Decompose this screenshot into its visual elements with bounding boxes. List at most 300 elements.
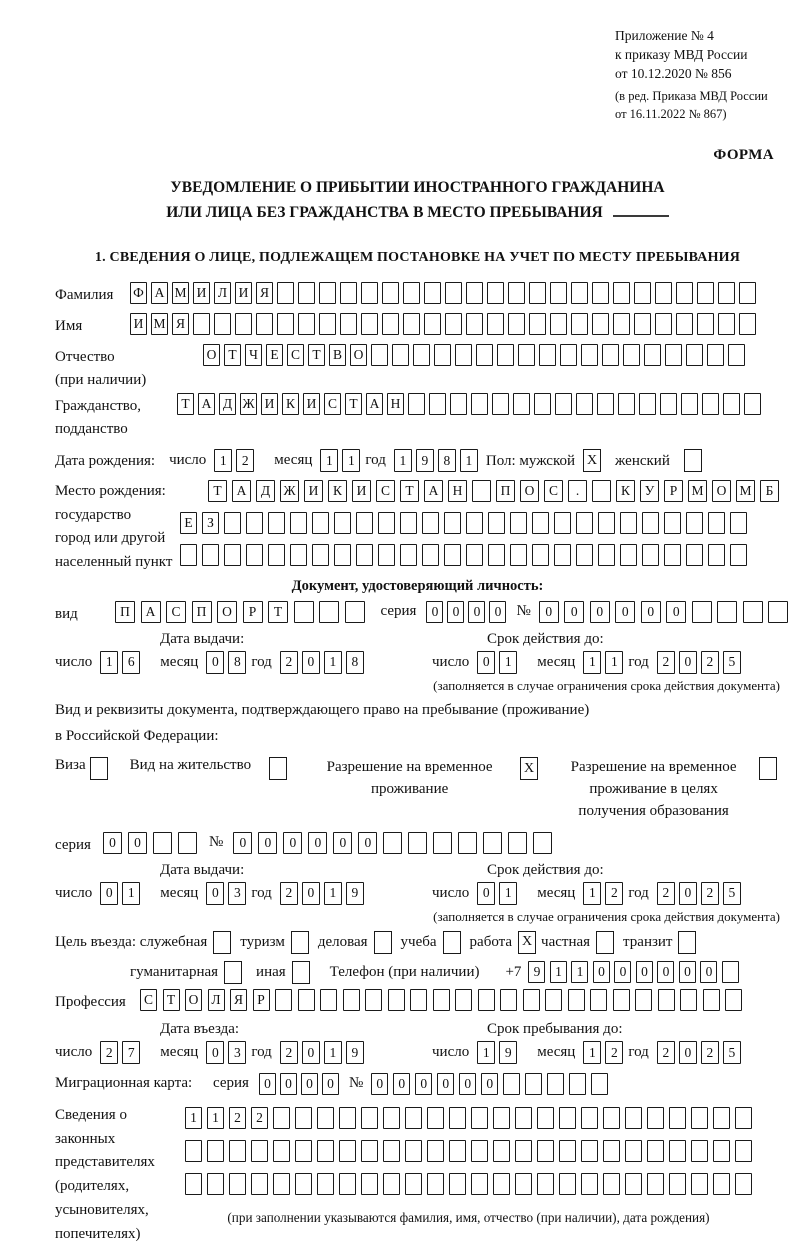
char-cell[interactable] <box>603 1140 620 1162</box>
char-cell[interactable]: 0 <box>302 651 320 674</box>
char-cell[interactable]: 1 <box>499 882 517 905</box>
char-cell[interactable] <box>449 1107 466 1129</box>
char-cell[interactable] <box>722 961 739 983</box>
char-cell[interactable] <box>445 282 462 304</box>
char-cell[interactable] <box>458 832 477 854</box>
char-cell[interactable] <box>592 282 609 304</box>
char-cell[interactable] <box>644 344 661 366</box>
char-cell[interactable]: 0 <box>590 601 610 623</box>
char-cell[interactable]: 0 <box>437 1073 454 1095</box>
char-cell[interactable]: И <box>303 393 320 415</box>
char-cell[interactable]: Л <box>208 989 225 1011</box>
char-cell[interactable]: 1 <box>324 1041 342 1064</box>
char-cell[interactable] <box>382 282 399 304</box>
char-cell[interactable] <box>658 989 675 1011</box>
char-cell[interactable]: А <box>151 282 168 304</box>
char-cell[interactable]: 0 <box>280 1073 297 1095</box>
char-cell[interactable]: И <box>193 282 210 304</box>
char-cell[interactable] <box>180 544 197 566</box>
char-cell[interactable] <box>408 832 427 854</box>
char-cell[interactable] <box>273 1107 290 1129</box>
entry-year[interactable] <box>280 1041 364 1064</box>
char-cell[interactable] <box>581 1173 598 1195</box>
char-cell[interactable]: 0 <box>468 601 485 623</box>
char-cell[interactable] <box>545 989 562 1011</box>
char-cell[interactable] <box>533 832 552 854</box>
char-cell[interactable] <box>434 344 451 366</box>
char-cell[interactable]: 0 <box>415 1073 432 1095</box>
char-cell[interactable] <box>664 512 681 534</box>
char-cell[interactable]: 5 <box>723 882 741 905</box>
purpose-tourism-checkbox[interactable] <box>291 931 309 954</box>
char-cell[interactable] <box>476 344 493 366</box>
char-cell[interactable]: Ж <box>240 393 257 415</box>
char-cell[interactable]: М <box>688 480 707 502</box>
char-cell[interactable] <box>532 512 549 534</box>
char-cell[interactable]: П <box>192 601 212 623</box>
char-cell[interactable]: 2 <box>100 1041 118 1064</box>
char-cell[interactable]: 3 <box>228 882 246 905</box>
char-cell[interactable] <box>298 989 315 1011</box>
char-cell[interactable]: С <box>376 480 395 502</box>
char-cell[interactable] <box>523 989 540 1011</box>
char-cell[interactable]: Т <box>163 989 180 1011</box>
char-cell[interactable] <box>229 1173 246 1195</box>
char-cell[interactable] <box>343 989 360 1011</box>
char-cell[interactable] <box>214 313 231 335</box>
char-cell[interactable]: 0 <box>358 832 377 854</box>
representatives-row2[interactable] <box>185 1140 752 1162</box>
char-cell[interactable] <box>471 393 488 415</box>
char-cell[interactable]: 9 <box>346 1041 364 1064</box>
char-cell[interactable] <box>298 313 315 335</box>
char-cell[interactable]: 0 <box>103 832 122 854</box>
char-cell[interactable] <box>534 393 551 415</box>
char-cell[interactable]: 2 <box>657 882 675 905</box>
char-cell[interactable]: Ф <box>130 282 147 304</box>
char-cell[interactable] <box>497 344 514 366</box>
char-cell[interactable] <box>471 1140 488 1162</box>
char-cell[interactable] <box>410 989 427 1011</box>
char-cell[interactable] <box>703 989 720 1011</box>
residence-expiry-month[interactable] <box>583 882 623 905</box>
char-cell[interactable] <box>320 989 337 1011</box>
char-cell[interactable] <box>317 1107 334 1129</box>
char-cell[interactable] <box>571 313 588 335</box>
char-cell[interactable] <box>422 544 439 566</box>
char-cell[interactable]: Е <box>180 512 197 534</box>
char-cell[interactable] <box>445 313 462 335</box>
char-cell[interactable] <box>686 512 703 534</box>
char-cell[interactable] <box>725 989 742 1011</box>
char-cell[interactable] <box>429 393 446 415</box>
doc-issue-year[interactable] <box>280 651 364 674</box>
male-checkbox[interactable]: X <box>583 449 601 472</box>
char-cell[interactable] <box>433 832 452 854</box>
char-cell[interactable] <box>483 832 502 854</box>
char-cell[interactable] <box>246 512 263 534</box>
char-cell[interactable] <box>681 393 698 415</box>
char-cell[interactable]: Н <box>448 480 467 502</box>
char-cell[interactable]: 1 <box>583 651 601 674</box>
char-cell[interactable] <box>202 544 219 566</box>
char-cell[interactable] <box>571 282 588 304</box>
char-cell[interactable] <box>515 1173 532 1195</box>
char-cell[interactable] <box>361 1173 378 1195</box>
purpose-private-checkbox[interactable] <box>596 931 614 954</box>
char-cell[interactable]: 1 <box>583 1041 601 1064</box>
char-cell[interactable]: К <box>282 393 299 415</box>
char-cell[interactable] <box>378 544 395 566</box>
char-cell[interactable]: 1 <box>605 651 623 674</box>
char-cell[interactable] <box>576 544 593 566</box>
char-cell[interactable] <box>251 1173 268 1195</box>
char-cell[interactable]: 0 <box>426 601 443 623</box>
residence-issue-day[interactable] <box>100 882 140 905</box>
char-cell[interactable] <box>400 544 417 566</box>
char-cell[interactable] <box>647 1140 664 1162</box>
char-cell[interactable] <box>634 313 651 335</box>
char-cell[interactable]: 0 <box>641 601 661 623</box>
char-cell[interactable] <box>290 512 307 534</box>
char-cell[interactable] <box>635 989 652 1011</box>
char-cell[interactable]: К <box>328 480 347 502</box>
char-cell[interactable]: 7 <box>122 1041 140 1064</box>
char-cell[interactable]: 0 <box>477 651 495 674</box>
char-cell[interactable]: Ч <box>245 344 262 366</box>
char-cell[interactable]: Т <box>224 344 241 366</box>
char-cell[interactable]: 0 <box>258 832 277 854</box>
char-cell[interactable]: С <box>166 601 186 623</box>
char-cell[interactable]: О <box>217 601 237 623</box>
char-cell[interactable]: 6 <box>122 651 140 674</box>
char-cell[interactable] <box>708 512 725 534</box>
char-cell[interactable] <box>319 313 336 335</box>
char-cell[interactable] <box>449 1173 466 1195</box>
char-cell[interactable]: 0 <box>233 832 252 854</box>
char-cell[interactable] <box>455 344 472 366</box>
char-cell[interactable]: А <box>141 601 161 623</box>
char-cell[interactable] <box>686 344 703 366</box>
char-cell[interactable] <box>665 344 682 366</box>
char-cell[interactable]: 8 <box>346 651 364 674</box>
migration-number-field[interactable] <box>371 1073 608 1095</box>
char-cell[interactable]: 1 <box>394 449 412 472</box>
birth-place-row1[interactable] <box>208 480 779 502</box>
char-cell[interactable]: 1 <box>477 1041 495 1064</box>
char-cell[interactable] <box>466 544 483 566</box>
char-cell[interactable]: Л <box>214 282 231 304</box>
char-cell[interactable] <box>382 313 399 335</box>
char-cell[interactable] <box>713 1173 730 1195</box>
char-cell[interactable] <box>235 313 252 335</box>
char-cell[interactable] <box>723 393 740 415</box>
char-cell[interactable]: 2 <box>605 882 623 905</box>
char-cell[interactable] <box>735 1173 752 1195</box>
char-cell[interactable] <box>493 1107 510 1129</box>
char-cell[interactable] <box>602 344 619 366</box>
char-cell[interactable] <box>312 512 329 534</box>
char-cell[interactable] <box>525 1073 542 1095</box>
char-cell[interactable]: Н <box>387 393 404 415</box>
char-cell[interactable] <box>365 989 382 1011</box>
char-cell[interactable] <box>669 1107 686 1129</box>
char-cell[interactable] <box>676 282 693 304</box>
char-cell[interactable]: 0 <box>447 601 464 623</box>
char-cell[interactable]: 0 <box>259 1073 276 1095</box>
representatives-row1[interactable] <box>185 1107 752 1129</box>
birth-place-row2[interactable] <box>180 512 779 534</box>
char-cell[interactable] <box>508 313 525 335</box>
char-cell[interactable] <box>730 544 747 566</box>
char-cell[interactable] <box>702 393 719 415</box>
female-checkbox[interactable] <box>684 449 702 472</box>
char-cell[interactable]: 0 <box>371 1073 388 1095</box>
char-cell[interactable]: Д <box>256 480 275 502</box>
char-cell[interactable] <box>697 282 714 304</box>
char-cell[interactable] <box>334 544 351 566</box>
char-cell[interactable] <box>647 1107 664 1129</box>
char-cell[interactable] <box>554 544 571 566</box>
char-cell[interactable] <box>224 512 241 534</box>
char-cell[interactable] <box>405 1107 422 1129</box>
char-cell[interactable] <box>642 544 659 566</box>
char-cell[interactable] <box>598 544 615 566</box>
char-cell[interactable] <box>207 1140 224 1162</box>
char-cell[interactable] <box>466 282 483 304</box>
char-cell[interactable]: Р <box>243 601 263 623</box>
char-cell[interactable] <box>444 544 461 566</box>
char-cell[interactable] <box>613 989 630 1011</box>
char-cell[interactable] <box>581 1107 598 1129</box>
char-cell[interactable] <box>229 1140 246 1162</box>
char-cell[interactable]: 0 <box>308 832 327 854</box>
char-cell[interactable] <box>623 344 640 366</box>
char-cell[interactable] <box>730 512 747 534</box>
char-cell[interactable] <box>508 282 525 304</box>
char-cell[interactable] <box>634 282 651 304</box>
char-cell[interactable]: 0 <box>636 961 653 983</box>
char-cell[interactable] <box>277 282 294 304</box>
entry-day[interactable] <box>100 1041 140 1064</box>
char-cell[interactable] <box>581 1140 598 1162</box>
char-cell[interactable]: 2 <box>236 449 254 472</box>
char-cell[interactable] <box>707 344 724 366</box>
char-cell[interactable]: 1 <box>122 882 140 905</box>
residence-issue-year[interactable] <box>280 882 364 905</box>
char-cell[interactable] <box>660 393 677 415</box>
char-cell[interactable] <box>686 544 703 566</box>
char-cell[interactable] <box>613 313 630 335</box>
char-cell[interactable]: 1 <box>499 651 517 674</box>
char-cell[interactable] <box>361 1140 378 1162</box>
char-cell[interactable]: А <box>232 480 251 502</box>
char-cell[interactable] <box>655 282 672 304</box>
char-cell[interactable]: Я <box>172 313 189 335</box>
phone-field[interactable] <box>528 961 739 983</box>
char-cell[interactable] <box>655 313 672 335</box>
char-cell[interactable] <box>450 393 467 415</box>
char-cell[interactable]: 0 <box>393 1073 410 1095</box>
char-cell[interactable]: И <box>304 480 323 502</box>
char-cell[interactable]: 0 <box>657 961 674 983</box>
given-name-field[interactable] <box>130 313 756 335</box>
migration-series-field[interactable] <box>259 1073 339 1095</box>
char-cell[interactable]: Т <box>400 480 419 502</box>
doc-expiry-day[interactable] <box>477 651 517 674</box>
char-cell[interactable] <box>697 313 714 335</box>
char-cell[interactable]: 1 <box>207 1107 224 1129</box>
char-cell[interactable] <box>487 313 504 335</box>
stay-month[interactable] <box>583 1041 623 1064</box>
char-cell[interactable] <box>449 1140 466 1162</box>
char-cell[interactable]: О <box>712 480 731 502</box>
patronymic-field[interactable] <box>203 344 745 366</box>
char-cell[interactable]: Е <box>266 344 283 366</box>
char-cell[interactable] <box>768 601 788 623</box>
char-cell[interactable] <box>427 1173 444 1195</box>
char-cell[interactable] <box>356 544 373 566</box>
char-cell[interactable] <box>427 1140 444 1162</box>
char-cell[interactable]: 2 <box>605 1041 623 1064</box>
doc-expiry-month[interactable] <box>583 651 623 674</box>
char-cell[interactable] <box>739 282 756 304</box>
char-cell[interactable] <box>708 544 725 566</box>
residence-permit-checkbox[interactable] <box>269 757 287 780</box>
char-cell[interactable] <box>713 1107 730 1129</box>
char-cell[interactable] <box>603 1107 620 1129</box>
char-cell[interactable] <box>717 601 737 623</box>
char-cell[interactable] <box>537 1140 554 1162</box>
char-cell[interactable]: С <box>544 480 563 502</box>
char-cell[interactable] <box>488 512 505 534</box>
char-cell[interactable]: 2 <box>701 651 719 674</box>
doc-series-field[interactable] <box>426 601 506 623</box>
char-cell[interactable]: 9 <box>499 1041 517 1064</box>
char-cell[interactable]: 9 <box>416 449 434 472</box>
char-cell[interactable]: О <box>203 344 220 366</box>
char-cell[interactable] <box>537 1173 554 1195</box>
char-cell[interactable]: 5 <box>723 1041 741 1064</box>
char-cell[interactable] <box>597 393 614 415</box>
char-cell[interactable] <box>613 282 630 304</box>
char-cell[interactable] <box>625 1140 642 1162</box>
char-cell[interactable]: 1 <box>550 961 567 983</box>
char-cell[interactable]: 0 <box>333 832 352 854</box>
char-cell[interactable] <box>413 344 430 366</box>
char-cell[interactable]: И <box>352 480 371 502</box>
char-cell[interactable] <box>620 544 637 566</box>
char-cell[interactable]: 0 <box>593 961 610 983</box>
char-cell[interactable]: 1 <box>100 651 118 674</box>
char-cell[interactable] <box>547 1073 564 1095</box>
char-cell[interactable] <box>744 393 761 415</box>
char-cell[interactable] <box>294 601 314 623</box>
char-cell[interactable] <box>383 1173 400 1195</box>
char-cell[interactable]: Т <box>308 344 325 366</box>
char-cell[interactable]: Д <box>219 393 236 415</box>
representatives-row3[interactable] <box>185 1173 752 1195</box>
char-cell[interactable] <box>554 512 571 534</box>
char-cell[interactable]: Р <box>253 989 270 1011</box>
char-cell[interactable]: 9 <box>346 882 364 905</box>
char-cell[interactable] <box>273 1173 290 1195</box>
char-cell[interactable] <box>508 832 527 854</box>
char-cell[interactable] <box>424 282 441 304</box>
char-cell[interactable] <box>591 1073 608 1095</box>
char-cell[interactable]: 0 <box>614 961 631 983</box>
residence-expiry-day[interactable] <box>477 882 517 905</box>
char-cell[interactable] <box>529 282 546 304</box>
char-cell[interactable]: С <box>140 989 157 1011</box>
char-cell[interactable]: 0 <box>322 1073 339 1095</box>
char-cell[interactable] <box>618 393 635 415</box>
char-cell[interactable] <box>317 1173 334 1195</box>
char-cell[interactable]: 3 <box>228 1041 246 1064</box>
char-cell[interactable]: 2 <box>280 651 298 674</box>
char-cell[interactable]: И <box>130 313 147 335</box>
char-cell[interactable] <box>408 393 425 415</box>
char-cell[interactable] <box>356 512 373 534</box>
char-cell[interactable] <box>298 282 315 304</box>
char-cell[interactable] <box>493 1173 510 1195</box>
char-cell[interactable] <box>569 1073 586 1095</box>
char-cell[interactable]: 2 <box>251 1107 268 1129</box>
char-cell[interactable]: И <box>235 282 252 304</box>
char-cell[interactable] <box>735 1140 752 1162</box>
residence-issue-month[interactable] <box>206 882 246 905</box>
residence-series-field[interactable] <box>103 832 197 854</box>
char-cell[interactable] <box>515 1107 532 1129</box>
char-cell[interactable]: Я <box>230 989 247 1011</box>
char-cell[interactable]: Т <box>177 393 194 415</box>
char-cell[interactable]: 0 <box>206 882 224 905</box>
char-cell[interactable] <box>620 512 637 534</box>
char-cell[interactable] <box>403 282 420 304</box>
profession-field[interactable] <box>140 989 742 1011</box>
char-cell[interactable] <box>532 544 549 566</box>
stay-day[interactable] <box>477 1041 517 1064</box>
purpose-other-checkbox[interactable] <box>292 961 310 984</box>
char-cell[interactable] <box>455 989 472 1011</box>
char-cell[interactable] <box>361 1107 378 1129</box>
char-cell[interactable]: 0 <box>679 1041 697 1064</box>
char-cell[interactable] <box>478 989 495 1011</box>
char-cell[interactable]: С <box>287 344 304 366</box>
char-cell[interactable] <box>560 344 577 366</box>
char-cell[interactable] <box>178 832 197 854</box>
char-cell[interactable]: З <box>202 512 219 534</box>
char-cell[interactable]: 1 <box>460 449 478 472</box>
char-cell[interactable] <box>185 1140 202 1162</box>
char-cell[interactable]: 1 <box>342 449 360 472</box>
char-cell[interactable] <box>339 1173 356 1195</box>
doc-issue-day[interactable] <box>100 651 140 674</box>
char-cell[interactable] <box>559 1107 576 1129</box>
char-cell[interactable] <box>268 512 285 534</box>
char-cell[interactable] <box>388 989 405 1011</box>
char-cell[interactable]: 0 <box>539 601 559 623</box>
char-cell[interactable] <box>383 1140 400 1162</box>
char-cell[interactable]: 0 <box>128 832 147 854</box>
birth-day-field[interactable] <box>214 449 254 472</box>
char-cell[interactable] <box>559 1173 576 1195</box>
char-cell[interactable]: 1 <box>324 882 342 905</box>
purpose-business-checkbox[interactable] <box>374 931 392 954</box>
purpose-official-checkbox[interactable] <box>213 931 231 954</box>
char-cell[interactable] <box>639 393 656 415</box>
temp-residence-education-checkbox[interactable] <box>759 757 777 780</box>
